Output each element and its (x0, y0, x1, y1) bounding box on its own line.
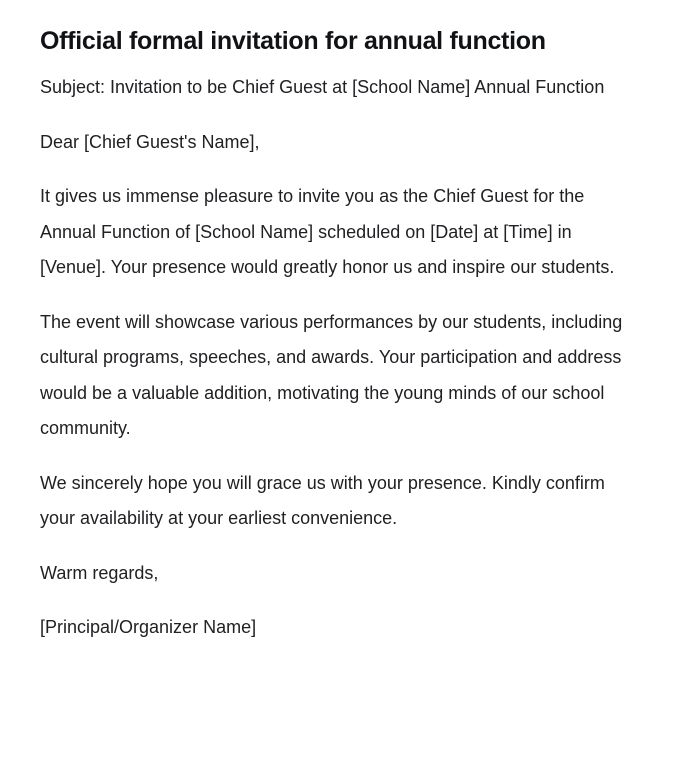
signature-placeholder: [Principal/Organizer Name] (40, 617, 257, 637)
body-paragraph-event-details: The event will showcase various performances by our students, including cultural programs, speeches, and awards. Your participation and address would be a valuable addition, motivating the young minds of our school community. (40, 311, 623, 438)
body-paragraph-invitation: It gives us immense pleasure to invite you as the Chief Guest for the Annual Function of [School Name] scheduled on [Date] at [Time] in [Venue]. Your presence would greatly honor us and inspire our students. (40, 186, 615, 277)
page-title: Official formal invitation for annual function (40, 27, 546, 55)
subject-line: Subject: Invitation to be Chief Guest at [School Name] Annual Function (40, 77, 605, 97)
salutation: Dear [Chief Guest's Name], (40, 131, 260, 152)
body-paragraph-confirmation: We sincerely hope you will grace us with your presence. Kindly confirm your availability at your earliest convenience. (40, 472, 605, 528)
closing: Warm regards, (40, 562, 159, 583)
